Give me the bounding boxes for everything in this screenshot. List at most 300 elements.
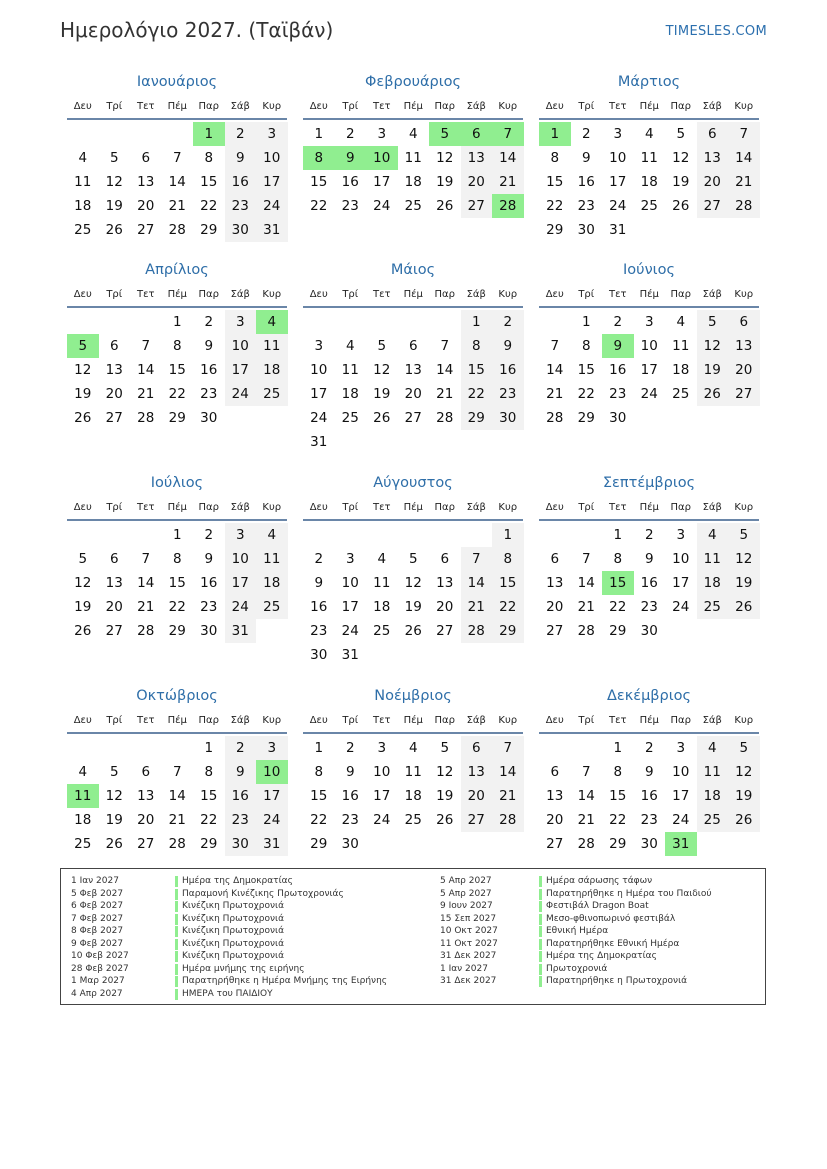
legend-date: 15 Σεπ 2027 xyxy=(440,913,497,924)
day-cell: 30 xyxy=(225,218,257,242)
day-cell: 5 xyxy=(676,126,686,142)
legend-date: 31 Δεκ 2027 xyxy=(440,976,497,986)
holiday-day-cell: 11 xyxy=(67,784,99,808)
day-cell: 21 xyxy=(546,386,564,402)
day-cell: 15 xyxy=(168,362,186,378)
weekday-label: Δευ xyxy=(545,715,564,726)
weekday-label: Πέμ xyxy=(639,101,659,112)
day-cell: 10 xyxy=(256,146,288,170)
day-cell: 22 xyxy=(200,198,218,214)
weekday-label: Τρί xyxy=(106,502,123,513)
day-cell: 10 xyxy=(341,575,359,591)
weekday-label: Σάβ xyxy=(702,101,722,112)
day-cell: 15 xyxy=(310,788,328,804)
day-cell: 13 xyxy=(404,362,422,378)
day-cell: 5 xyxy=(377,338,387,354)
day-cell: 12 xyxy=(436,764,454,780)
weekday-label: Τρί xyxy=(106,289,123,300)
day-cell: 18 xyxy=(74,812,92,828)
day-cell: 14 xyxy=(461,571,493,595)
month-title: Οκτώβριος xyxy=(136,688,218,704)
day-cell: 11 xyxy=(672,338,690,354)
day-cell: 4 xyxy=(676,314,686,330)
day-cell: 7 xyxy=(461,547,493,571)
day-cell: 27 xyxy=(436,623,454,639)
weekday-label: Δευ xyxy=(73,715,92,726)
legend-row xyxy=(61,975,761,988)
weekday-label: Σάβ xyxy=(466,101,486,112)
legend-color-marker xyxy=(539,901,542,912)
day-cell: 17 xyxy=(672,788,690,804)
day-cell: 24 xyxy=(256,194,288,218)
day-cell: 6 xyxy=(440,551,450,567)
legend-color-marker xyxy=(539,964,542,975)
weekday-label: Σάβ xyxy=(702,715,722,726)
day-cell: 13 xyxy=(105,575,123,591)
day-cell: 13 xyxy=(436,575,454,591)
weekday-label: Τρί xyxy=(578,101,595,112)
weekday-divider xyxy=(67,732,287,734)
weekday-label: Δευ xyxy=(73,289,92,300)
day-cell: 26 xyxy=(436,812,454,828)
day-cell: 20 xyxy=(461,784,493,808)
day-cell: 19 xyxy=(74,599,92,615)
weekday-label: Σάβ xyxy=(702,289,722,300)
day-cell: 3 xyxy=(345,551,355,567)
day-cell: 30 xyxy=(310,647,328,663)
day-cell: 31 xyxy=(341,647,359,663)
legend-holiday-name: Παρατηρήθηκε Εθνική Ημέρα xyxy=(546,938,680,949)
weekday-label: Κυρ xyxy=(262,715,282,726)
legend-holiday-name: Ημέρα της Δημοκρατίας xyxy=(182,876,293,886)
weekday-label: Δευ xyxy=(73,101,92,112)
day-cell: 27 xyxy=(105,623,123,639)
day-cell: 14 xyxy=(728,146,760,170)
day-cell: 9 xyxy=(644,551,654,567)
day-cell: 27 xyxy=(546,623,564,639)
day-cell: 15 xyxy=(546,174,564,190)
weekday-label: Πέμ xyxy=(639,289,659,300)
day-cell: 25 xyxy=(672,386,690,402)
day-cell: 9 xyxy=(644,764,654,780)
day-cell: 11 xyxy=(404,764,422,780)
day-cell: 17 xyxy=(640,362,658,378)
day-cell: 21 xyxy=(461,595,493,619)
day-cell: 27 xyxy=(137,836,155,852)
weekday-label: Παρ xyxy=(198,715,219,726)
day-cell: 6 xyxy=(550,764,560,780)
day-cell: 9 xyxy=(204,551,214,567)
day-cell: 2 xyxy=(644,740,654,756)
weekday-label: Πέμ xyxy=(167,101,187,112)
weekday-label: Κυρ xyxy=(498,101,518,112)
day-cell: 30 xyxy=(225,832,257,856)
holiday-day-cell: 31 xyxy=(665,832,697,856)
day-cell: 12 xyxy=(373,362,391,378)
day-cell: 31 xyxy=(310,434,328,450)
holiday-day-cell: 5 xyxy=(429,122,461,146)
month-title: Σεπτέμβριος xyxy=(602,475,696,491)
weekday-label: Τρί xyxy=(106,715,123,726)
weekday-label: Πέμ xyxy=(403,502,423,513)
day-cell: 26 xyxy=(105,222,123,238)
day-cell: 26 xyxy=(404,623,422,639)
legend-holiday-name: Φεστιβάλ Dragon Boat xyxy=(546,901,649,911)
holiday-day-cell: 10 xyxy=(366,146,398,170)
day-cell: 27 xyxy=(137,222,155,238)
day-cell: 5 xyxy=(78,551,88,567)
day-cell: 15 xyxy=(461,358,493,382)
weekday-label: Τρί xyxy=(342,101,359,112)
day-cell: 21 xyxy=(492,784,524,808)
day-cell: 15 xyxy=(492,571,524,595)
day-cell: 23 xyxy=(640,812,658,828)
day-cell: 3 xyxy=(225,523,257,547)
day-cell: 16 xyxy=(200,362,218,378)
holiday-day-cell: 4 xyxy=(256,310,288,334)
day-cell: 3 xyxy=(676,740,686,756)
day-cell: 17 xyxy=(310,386,328,402)
day-cell: 8 xyxy=(204,150,214,166)
weekday-label: Σάβ xyxy=(702,502,722,513)
legend-color-marker xyxy=(539,951,542,962)
weekday-label: Παρ xyxy=(434,715,455,726)
day-cell: 19 xyxy=(404,599,422,615)
day-cell: 24 xyxy=(373,198,391,214)
day-cell: 18 xyxy=(697,784,729,808)
day-cell: 16 xyxy=(640,788,658,804)
holiday-legend xyxy=(60,868,766,1005)
legend-holiday-name: Παραμονή Κινέζικης Πρωτοχρονιάς xyxy=(182,888,344,899)
day-cell: 13 xyxy=(105,362,123,378)
weekday-divider xyxy=(539,732,759,734)
day-cell: 28 xyxy=(137,410,155,426)
day-cell: 5 xyxy=(697,310,729,334)
day-cell: 9 xyxy=(492,334,524,358)
legend-row xyxy=(61,963,761,976)
day-cell: 30 xyxy=(341,836,359,852)
day-cell: 10 xyxy=(310,362,328,378)
legend-date: 31 Δεκ 2027 xyxy=(440,951,497,961)
month-title: Φεβρουάριος xyxy=(364,74,462,90)
weekday-label: Τετ xyxy=(136,289,155,300)
weekday-label: Πέμ xyxy=(639,502,659,513)
day-cell: 14 xyxy=(577,788,595,804)
legend-color-marker xyxy=(539,876,542,887)
legend-holiday-name: Κινέζικη Πρωτοχρονιά xyxy=(182,913,285,924)
weekday-label: Πέμ xyxy=(403,715,423,726)
day-cell: 17 xyxy=(225,571,257,595)
day-cell: 22 xyxy=(310,812,328,828)
weekday-label: Τετ xyxy=(608,289,627,300)
day-cell: 13 xyxy=(137,788,155,804)
legend-row xyxy=(61,988,761,1001)
day-cell: 20 xyxy=(105,386,123,402)
weekday-label: Δευ xyxy=(73,502,92,513)
day-cell: 20 xyxy=(461,170,493,194)
weekday-label: Δευ xyxy=(545,289,564,300)
day-cell: 26 xyxy=(74,623,92,639)
day-cell: 5 xyxy=(440,740,450,756)
weekday-label: Δευ xyxy=(309,289,328,300)
day-cell: 8 xyxy=(172,551,182,567)
day-cell: 14 xyxy=(168,788,186,804)
holiday-day-cell: 15 xyxy=(602,571,634,595)
day-cell: 24 xyxy=(256,808,288,832)
day-cell: 3 xyxy=(377,126,387,142)
day-cell: 16 xyxy=(577,174,595,190)
day-cell: 6 xyxy=(109,338,119,354)
day-cell: 25 xyxy=(697,808,729,832)
day-cell: 18 xyxy=(672,362,690,378)
day-cell: 19 xyxy=(373,386,391,402)
day-cell: 24 xyxy=(310,410,328,426)
day-cell: 20 xyxy=(436,599,454,615)
day-cell: 12 xyxy=(105,788,123,804)
day-cell: 28 xyxy=(577,623,595,639)
day-cell: 31 xyxy=(256,832,288,856)
day-cell: 18 xyxy=(404,788,422,804)
day-cell: 30 xyxy=(577,222,595,238)
day-cell: 28 xyxy=(137,623,155,639)
day-cell: 13 xyxy=(728,334,760,358)
day-cell: 17 xyxy=(256,784,288,808)
day-cell: 4 xyxy=(408,126,418,142)
legend-date: 7 Φεβ 2027 xyxy=(71,913,124,924)
holiday-day-cell: 9 xyxy=(602,334,634,358)
day-cell: 13 xyxy=(461,760,493,784)
day-cell: 4 xyxy=(345,338,355,354)
weekday-label: Τετ xyxy=(372,289,391,300)
legend-holiday-name: Ημέρα σάρωσης τάφων xyxy=(546,876,653,886)
day-cell: 1 xyxy=(581,314,591,330)
weekday-label: Σάβ xyxy=(466,502,486,513)
day-cell: 7 xyxy=(492,736,524,760)
day-cell: 7 xyxy=(440,338,450,354)
day-cell: 1 xyxy=(461,310,493,334)
month-title: Ιανουάριος xyxy=(136,74,218,90)
day-cell: 24 xyxy=(640,386,658,402)
day-cell: 4 xyxy=(408,740,418,756)
legend-date: 5 Φεβ 2027 xyxy=(71,888,124,899)
weekday-label: Κυρ xyxy=(734,502,754,513)
day-cell: 18 xyxy=(697,571,729,595)
day-cell: 11 xyxy=(74,174,92,190)
day-cell: 3 xyxy=(225,310,257,334)
day-cell: 20 xyxy=(546,812,564,828)
month-title: Νοέμβριος xyxy=(374,688,452,704)
legend-holiday-name: Κινέζικη Πρωτοχρονιά xyxy=(182,938,285,949)
day-cell: 20 xyxy=(697,170,729,194)
legend-row xyxy=(61,950,761,963)
legend-date: 5 Απρ 2027 xyxy=(440,876,492,886)
day-cell: 21 xyxy=(577,812,595,828)
day-cell: 6 xyxy=(461,736,493,760)
day-cell: 22 xyxy=(609,812,627,828)
weekday-label: Τετ xyxy=(608,101,627,112)
day-cell: 16 xyxy=(225,170,257,194)
holiday-day-cell: 9 xyxy=(335,146,367,170)
day-cell: 11 xyxy=(256,547,288,571)
day-cell: 12 xyxy=(728,760,760,784)
weekday-label: Τρί xyxy=(578,289,595,300)
weekday-label: Τετ xyxy=(136,502,155,513)
day-cell: 21 xyxy=(577,599,595,615)
day-cell: 27 xyxy=(404,410,422,426)
weekday-label: Πέμ xyxy=(167,289,187,300)
day-cell: 15 xyxy=(168,575,186,591)
day-cell: 24 xyxy=(225,595,257,619)
day-cell: 23 xyxy=(310,623,328,639)
day-cell: 23 xyxy=(341,198,359,214)
day-cell: 25 xyxy=(74,836,92,852)
day-cell: 16 xyxy=(225,784,257,808)
holiday-day-cell: 28 xyxy=(492,194,524,218)
day-cell: 6 xyxy=(550,551,560,567)
weekday-divider xyxy=(303,118,523,120)
day-cell: 8 xyxy=(204,764,214,780)
day-cell: 31 xyxy=(609,222,627,238)
month-title: Ιούλιος xyxy=(150,475,204,491)
day-cell: 13 xyxy=(697,146,729,170)
day-cell: 30 xyxy=(640,623,658,639)
day-cell: 13 xyxy=(546,575,564,591)
legend-holiday-name: Κινέζικη Πρωτοχρονιά xyxy=(182,951,285,961)
day-cell: 2 xyxy=(225,122,257,146)
day-cell: 19 xyxy=(728,784,760,808)
day-cell: 26 xyxy=(728,595,760,619)
day-cell: 22 xyxy=(461,382,493,406)
day-cell: 21 xyxy=(728,170,760,194)
day-cell: 7 xyxy=(581,551,591,567)
day-cell: 21 xyxy=(168,812,186,828)
day-cell: 13 xyxy=(137,174,155,190)
day-cell: 18 xyxy=(341,386,359,402)
day-cell: 11 xyxy=(373,575,391,591)
weekday-divider xyxy=(67,118,287,120)
day-cell: 4 xyxy=(697,736,729,760)
day-cell: 26 xyxy=(697,382,729,406)
day-cell: 16 xyxy=(341,788,359,804)
weekday-label: Κυρ xyxy=(734,715,754,726)
day-cell: 9 xyxy=(345,764,355,780)
weekday-label: Πέμ xyxy=(403,289,423,300)
day-cell: 1 xyxy=(172,314,182,330)
day-cell: 6 xyxy=(141,150,151,166)
day-cell: 23 xyxy=(640,599,658,615)
weekday-label: Κυρ xyxy=(734,101,754,112)
day-cell: 3 xyxy=(256,122,288,146)
day-cell: 20 xyxy=(728,358,760,382)
day-cell: 22 xyxy=(200,812,218,828)
day-cell: 1 xyxy=(314,126,324,142)
weekday-label: Τετ xyxy=(608,502,627,513)
day-cell: 1 xyxy=(492,523,524,547)
day-cell: 12 xyxy=(436,150,454,166)
day-cell: 19 xyxy=(105,812,123,828)
day-cell: 27 xyxy=(728,382,760,406)
day-cell: 14 xyxy=(137,362,155,378)
day-cell: 25 xyxy=(404,812,422,828)
weekday-label: Παρ xyxy=(670,101,691,112)
day-cell: 12 xyxy=(672,150,690,166)
day-cell: 27 xyxy=(546,836,564,852)
legend-row xyxy=(61,900,761,913)
day-cell: 5 xyxy=(109,764,119,780)
day-cell: 28 xyxy=(461,619,493,643)
legend-row xyxy=(61,888,761,901)
weekday-label: Κυρ xyxy=(262,289,282,300)
day-cell: 18 xyxy=(74,198,92,214)
day-cell: 20 xyxy=(137,198,155,214)
weekday-label: Πέμ xyxy=(639,715,659,726)
weekday-divider xyxy=(303,519,523,521)
day-cell: 15 xyxy=(200,788,218,804)
legend-holiday-name: Κινέζικη Πρωτοχρονιά xyxy=(182,926,285,936)
day-cell: 23 xyxy=(200,599,218,615)
day-cell: 7 xyxy=(172,150,182,166)
day-cell: 28 xyxy=(577,836,595,852)
day-cell: 11 xyxy=(341,362,359,378)
day-cell: 2 xyxy=(314,551,324,567)
day-cell: 4 xyxy=(377,551,387,567)
day-cell: 30 xyxy=(492,406,524,430)
day-cell: 12 xyxy=(697,334,729,358)
weekday-divider xyxy=(67,519,287,521)
weekday-divider xyxy=(539,118,759,120)
day-cell: 28 xyxy=(168,836,186,852)
weekday-divider xyxy=(539,306,759,308)
weekday-label: Τρί xyxy=(578,715,595,726)
day-cell: 9 xyxy=(204,338,214,354)
brand-link[interactable]: TIMESLES.COM xyxy=(665,24,767,39)
weekday-label: Σάβ xyxy=(466,715,486,726)
day-cell: 1 xyxy=(613,527,623,543)
day-cell: 14 xyxy=(577,575,595,591)
day-cell: 7 xyxy=(172,764,182,780)
legend-date: 9 Φεβ 2027 xyxy=(71,938,124,949)
day-cell: 19 xyxy=(728,571,760,595)
day-cell: 29 xyxy=(461,406,493,430)
day-cell: 2 xyxy=(492,310,524,334)
day-cell: 25 xyxy=(640,198,658,214)
holiday-day-cell: 5 xyxy=(67,334,99,358)
day-cell: 3 xyxy=(644,314,654,330)
legend-holiday-name: Πρωτοχρονιά xyxy=(546,963,608,974)
day-cell: 18 xyxy=(640,174,658,190)
legend-color-marker xyxy=(539,889,542,900)
day-cell: 1 xyxy=(172,527,182,543)
day-cell: 8 xyxy=(172,338,182,354)
legend-holiday-name: Παρατηρήθηκε η Ημέρα του Παιδιού xyxy=(546,888,712,899)
day-cell: 29 xyxy=(609,836,627,852)
legend-holiday-name: Παρατηρήθηκε η Ημέρα Μνήμης της Ειρήνης xyxy=(182,976,388,986)
day-cell: 30 xyxy=(640,836,658,852)
weekday-label: Σάβ xyxy=(230,715,250,726)
weekday-label: Παρ xyxy=(434,502,455,513)
weekday-divider xyxy=(539,519,759,521)
legend-color-marker xyxy=(175,989,178,1000)
day-cell: 8 xyxy=(550,150,560,166)
legend-date: 11 Οκτ 2027 xyxy=(440,938,498,949)
legend-holiday-name: Κινέζικη Πρωτοχρονιά xyxy=(182,901,285,911)
day-cell: 19 xyxy=(436,174,454,190)
day-cell: 2 xyxy=(581,126,591,142)
day-cell: 21 xyxy=(168,198,186,214)
month-title: Δεκέμβριος xyxy=(606,688,692,704)
day-cell: 11 xyxy=(640,150,658,166)
weekday-label: Σάβ xyxy=(230,101,250,112)
